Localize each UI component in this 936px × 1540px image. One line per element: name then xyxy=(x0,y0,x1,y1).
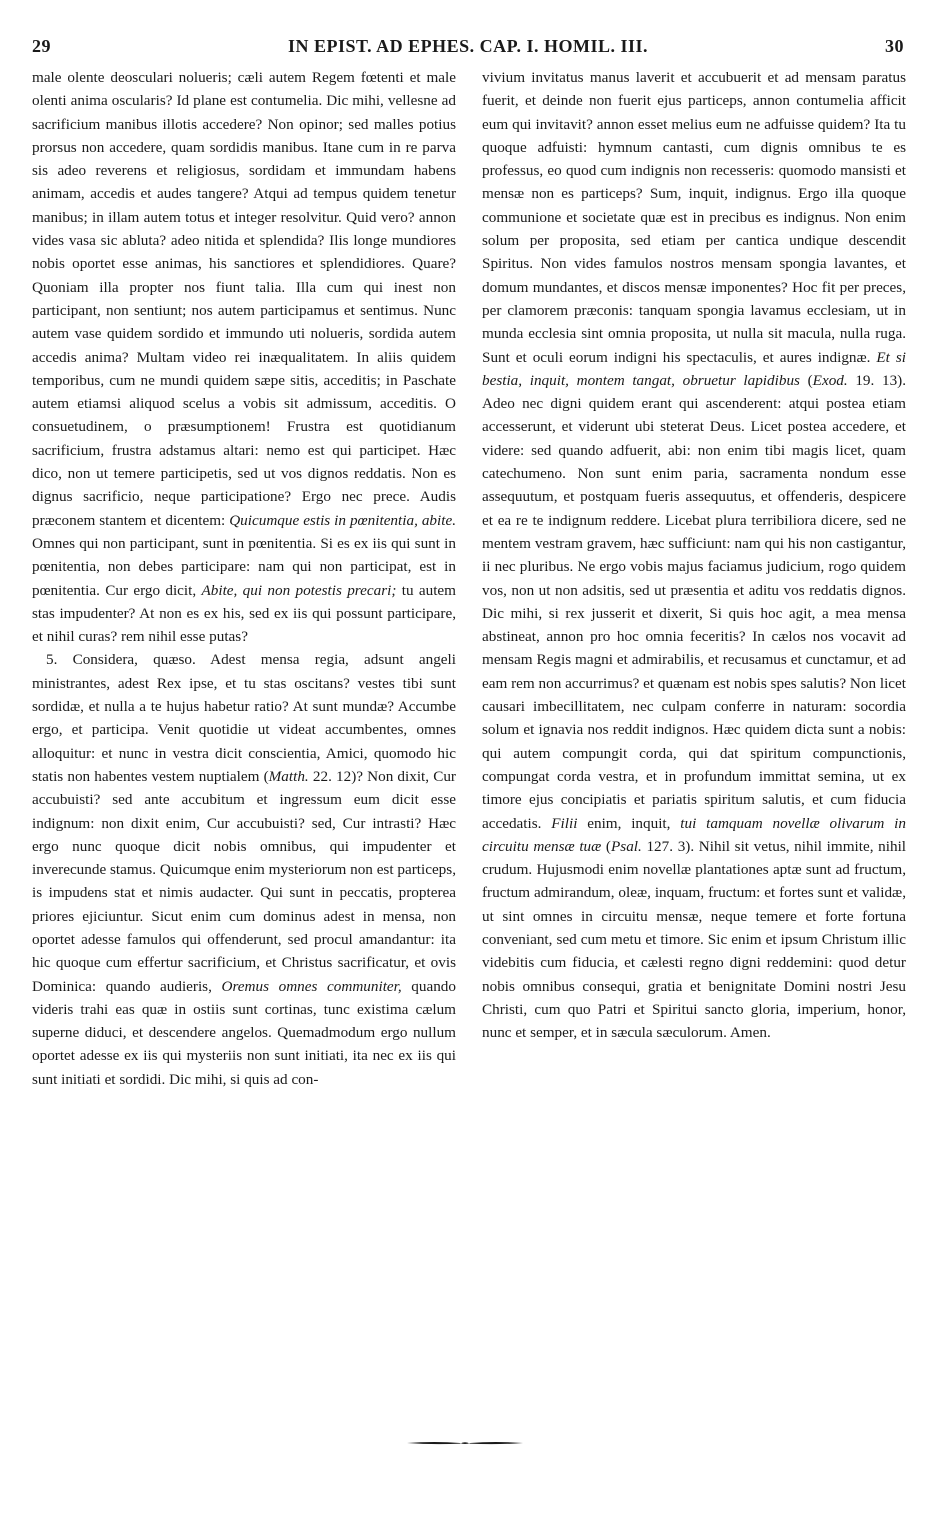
text-run: 19. 13). Adeo nec digni quidem erant qui ascenderent: atqui postea etiam accesserunt, et viderunt ubi steterat Deus. Licet postea accedere, et videre: sed quando adfuerit, abi: non enim tibi magis licet, quam catechumeno. Non sunt enim paria, sacramenta nondum esse assequutum, et postquam fueris assequutus, et offenderis, despicere et ea re te indignum reddere. Licebat plura terribiliora dicere, sed ne mentem vestram gravem, hæc sufficiunt: nam qui his non castigantur, ii nec pluribus. Ne ergo vobis majus faciamus judicium, rogo quidem vos, non ut non adsitis, sed ut præsentia et aditu vos reddatis dignos. Dic mihi, si rex jusserit et dixerit, Si quis hoc agit, a mea mensa abstineat, annon pro hoc omnia feceritis? In cælos nos vocavit ad mensam Regis magni et admirabilis, et recusamus et cunctamur, et ad eam rem non accurrimus? et quænam est nobis spes salutis? Non licet causari imbecillitatem, nec culpam conferre in naturam: socordia solum et ignavia nos reddit indignos. Hæc quidem dicta sunt a nobis: qui autem compungit corda, qui dat spiritum compunctionis, compungat corda vestra, et in profundum immittat semina, ut ex timore ejus concipiatis et pariatis spiritum salutis, et cum fiducia accedatis. xyxy=(482,371,907,832)
italic-text: Quicumque estis in pœnitentia, abite. xyxy=(229,511,456,529)
paragraph xyxy=(32,66,456,648)
italic-text: Exod. xyxy=(812,371,848,389)
text-run: ( xyxy=(799,371,813,389)
text-run: vivium invitatus manus laverit et accubuerit et ad mensam paratus fuerit, et deinde non fuerit ejus particeps, annon contumelia afficit eum qui invitavit? annon esset melius eum ne adfuisse quidem? Ita tu quoque adfuisti: hymnum cantasti, cum dignis omnibus te es professus, eo quod cum indignis non recesseris: quomodo mansisti et mensæ non es particeps? Sum, inquit, indignus. Ergo illa quoque communione et societate quæ est in precibus es indignus. Non enim solum per proposita, sed etiam per cantica undique descendit Spiritus. Non vides famulos nostros mensam spongia lavantes, et domum mundantes, et discos mensæ imponentes? Hoc fit per preces, per clamorem præconis: tanquam spongia lavamus ecclesiam, ut in munda ecclesia sint omnia proposita, ut nulla sit macula, nulla ruga. Sunt et oculi eorum indigni his spectaculis, et aures indignæ. xyxy=(482,69,906,366)
text-run: enim, inquit, xyxy=(577,814,681,832)
page-number-right: 30 xyxy=(885,36,904,56)
paragraph xyxy=(32,648,456,1091)
paragraph xyxy=(482,66,906,1044)
text-run: Omnes qui non participant, sunt in pœnitentia. Si es ex iis qui sunt in pœnitentia, non debes participare: nam qui non participat, est in pœnitentia. Cur ergo dicit, xyxy=(32,534,456,599)
italic-text: Matth. xyxy=(268,767,309,785)
text-run: quando videris trahi eas quæ in ostiis sunt cortinas, tunc existima cælum superne diduci, et descendere angelos. Quemadmodum ergo nullum oportet adesse ex iis qui mysteriis non sunt initiati, ita nec ex iis qui sunt initiati et sordidi. Dic mihi, si quis ad con- xyxy=(32,977,456,1088)
italic-text: Abite, qui non potestis precari; xyxy=(201,581,397,599)
text-run: 22. 12)? Non dixit, Cur accubuisti? sed ante accubitum et ingressum eum dicit esse indignum: non dixit enim, Cur accubuisti? sed, Cur intrasti? Hæc ergo nunc quoque dicit nobis omnibus, qui impudenter et inverecunde stamus. Quicumque enim mysteriorum non est particeps, is impudens stat et nimis audacter. Qui sunt in peccatis, propterea priores ejiciuntur. Sicut enim cum dominus adest in mensa, non oportet adesse famulos qui offenderunt, sed procul amandantur: ita hic quoque cum effertur sacrificium, et Christus sacrificatur, et ovis Dominica: quando audieris, xyxy=(32,767,456,995)
running-title: IN EPIST. AD EPHES. CAP. I. HOMIL. III. xyxy=(287,36,649,56)
italic-text: Et si bestia, inquit, montem tangat, obruetur lapidibus xyxy=(482,348,906,389)
italic-text: Filii xyxy=(551,814,578,832)
running-header xyxy=(32,36,904,60)
text-run: male olente deosculari nolueris; cæli autem Regem fœtenti et male olenti anima oscularis? Id plane est contumelia. Dic mihi, vellesne ad sacrificium manibus illotis accedere? Non opinor; sed malles potius prorsus non accedere, quam sordidis manibus. Itane cum in re parva sis adeo reverens et religiosus, sordidam et immundam habens animam, accedis et audes tangere? Atqui ad tempus quidem tenetur manibus; in illam autem totus et integer resolvitur. Quid vero? annon vides vasa sic abluta? adeo nitida et splendida? Ilis longe mundiores nobis oportet esse animas, his sanctiores et splendidiores. Quare? Quoniam illa propter nos fiunt talia. Illa cum qui inest non participant, non sentiunt; nos autem participamus et sentimus. Nunc autem vase quidem sordido et immundo uti nolueris, sordida autem accedis anima? Multam video rei inæqualitatem. In aliis quidem temporibus, cum ne mundi quidem sæpe sitis, acceditis; in Paschate autem etiamsi aliquod scelus a vobis sit admissum, acceditis. O consuetudinem, o præsumptionem! Frustra est quotidianum sacrificium, frustra adstamus altari: nemo est qui participet. Hæc dico, non ut temere participetis, sed ut vos dignos reddatis. Non es dignus sacrificio, neque participatione? Ergo nec prece. Audis præconem stantem et dicentem: xyxy=(32,69,456,529)
left-column xyxy=(32,66,456,1091)
italic-text: tui tamquam novellæ olivarum in circuitu mensæ tuæ xyxy=(482,814,906,855)
text-run: tu autem stas impudenter? At non es ex his, sed ex iis qui possunt participare, et nihil curas? rem nihil esse putas? xyxy=(32,581,456,646)
text-run: 5. Considera, quæso. Adest mensa regia, adsunt angeli ministrantes, adest Rex ipse, et tu stas oscitans? vestes tibi sunt sordidæ, et nulla a te hujus habetur ratio? At sunt mundæ? Accumbe ergo, et participa. Venit quotidie ut videat accumbentes, omnes alloquitur: et nunc in vestra dicit conscientia, Amici, quomodo hic statis non habentes vestem nuptialem ( xyxy=(32,651,456,785)
text-run: 127. 3). Nihil sit vetus, nihil immite, nihil crudum. Hujusmodi enim novellæ plantationes aptæ sunt ad fructum, fructum admirandum, oleæ, inquam, fructum: et fortes sunt et validæ, ut sint omnes in circuitu mensæ, neque temere et forte fortuna conveniant, sed cum metu et timore. Sic enim et ipsum Christum illic videbitis cum fiducia, et cælesti regno digni reddemini: quod detur nobis omnibus consequi, gratia et benignitate Domini nostri Jesu Christi, cum quo Patri et Spiritui sancto gloria, imperium, honor, nunc et semper, et in sæcula sæculorum. Amen. xyxy=(482,837,907,1042)
right-column xyxy=(482,66,906,1044)
italic-text: Psal. xyxy=(611,837,642,855)
text-run: ( xyxy=(601,837,611,855)
italic-text: Oremus omnes communiter, xyxy=(221,977,402,995)
page-number-left: 29 xyxy=(32,36,51,56)
end-ornament xyxy=(405,1440,525,1446)
